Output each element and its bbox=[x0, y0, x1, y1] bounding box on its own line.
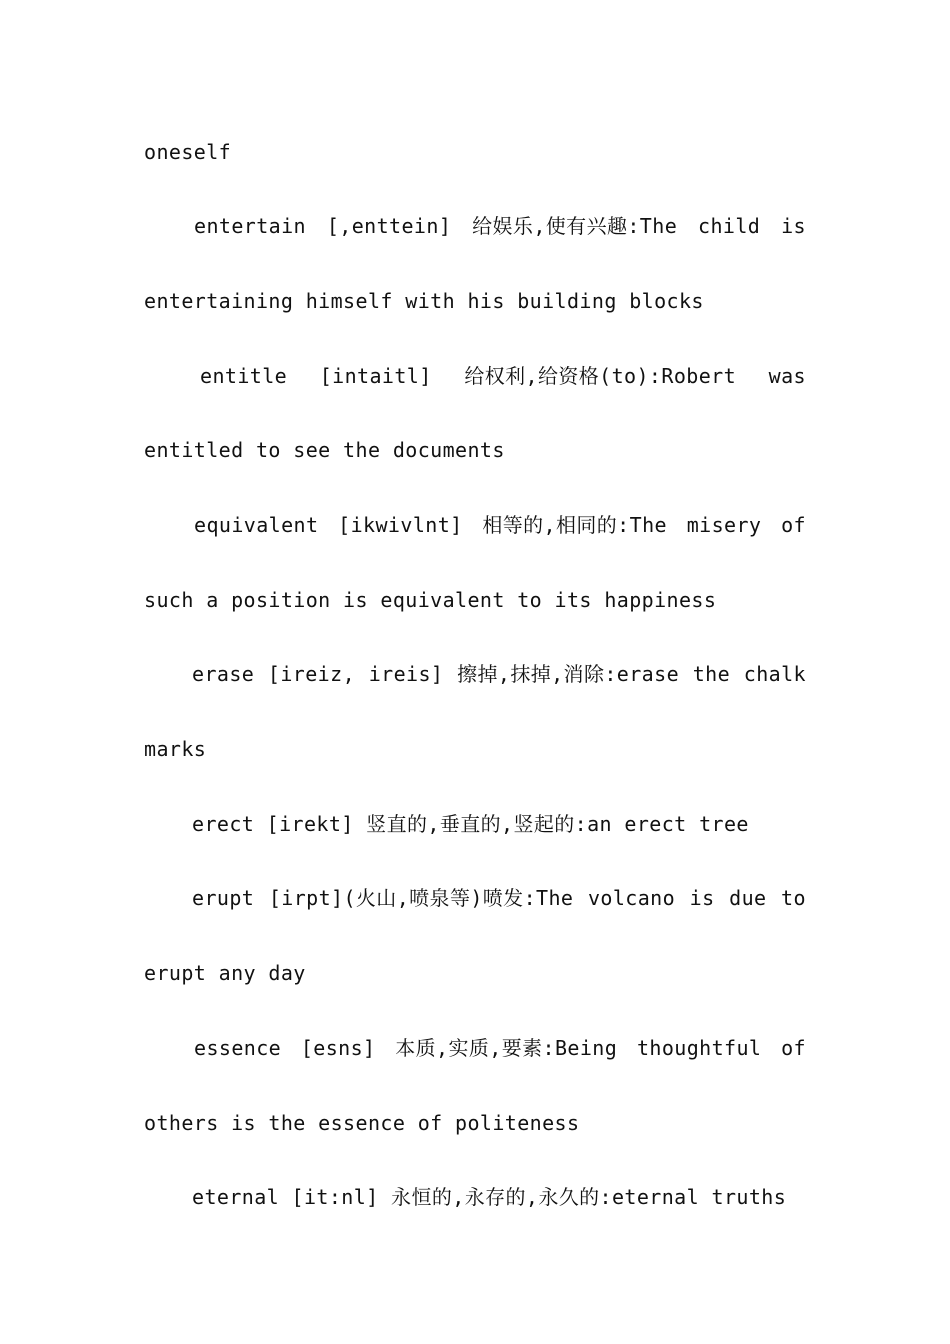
example-word: the bbox=[692, 662, 731, 686]
definition: 擦掉,抹掉,消除:erase bbox=[457, 662, 680, 686]
word: entertain bbox=[194, 214, 306, 238]
example-word: due bbox=[729, 886, 767, 910]
example-word: volcano bbox=[587, 886, 676, 910]
example-word: was bbox=[768, 364, 806, 388]
example-word: of bbox=[781, 513, 806, 537]
text-line: marks bbox=[144, 737, 207, 761]
phonetic: [ikwivlnt] bbox=[338, 513, 463, 537]
word: equivalent bbox=[194, 513, 319, 537]
word: entitle bbox=[200, 364, 288, 388]
entry-essence bbox=[194, 1034, 806, 1062]
text-line: erupt any day bbox=[144, 961, 306, 985]
phonetic: [intaitl] bbox=[319, 364, 432, 388]
phonetic: [esns] bbox=[300, 1036, 376, 1060]
entry-erupt bbox=[192, 884, 806, 912]
word: erase bbox=[192, 662, 255, 686]
example-word: is bbox=[781, 214, 806, 238]
entry-equivalent bbox=[194, 511, 806, 539]
text-line: entitled to see the documents bbox=[144, 438, 505, 462]
phonetic: [ireiz, bbox=[267, 662, 356, 686]
example-word: misery bbox=[686, 513, 762, 537]
example-word: child bbox=[698, 214, 761, 238]
example-word: of bbox=[781, 1036, 806, 1060]
example-word: is bbox=[689, 886, 715, 910]
entry-entertain bbox=[194, 212, 806, 240]
example-word: to bbox=[781, 886, 806, 910]
text-line: entertaining himself with his building blocks bbox=[144, 289, 704, 313]
entry-erect: erect [irekt] 竖直的,垂直的,竖起的:an erect tree bbox=[192, 812, 749, 836]
text-line: oneself bbox=[144, 140, 232, 164]
entry-eternal: eternal [it:nl] 永恒的,永存的,永久的:eternal truths bbox=[192, 1185, 787, 1209]
text-line: others is the essence of politeness bbox=[144, 1111, 580, 1135]
text-line: such a position is equivalent to its happiness bbox=[144, 588, 717, 612]
definition: 给权利,给资格(to):Robert bbox=[464, 364, 737, 388]
definition: 给娱乐,使有兴趣:The bbox=[472, 214, 678, 238]
entry-erase bbox=[192, 660, 806, 688]
definition: 相等的,相同的:The bbox=[482, 513, 667, 537]
phonetic: ireis] bbox=[368, 662, 444, 686]
definition: [irpt](火山,喷泉等)喷发:The bbox=[268, 886, 574, 910]
entry-entitle bbox=[200, 362, 806, 390]
word: erupt bbox=[192, 886, 255, 910]
example-word: chalk bbox=[743, 662, 806, 686]
word: essence bbox=[194, 1036, 282, 1060]
definition: 本质,实质,要素:Being bbox=[395, 1036, 618, 1060]
example-word: thoughtful bbox=[636, 1036, 762, 1060]
phonetic: [,enttein] bbox=[326, 214, 452, 238]
